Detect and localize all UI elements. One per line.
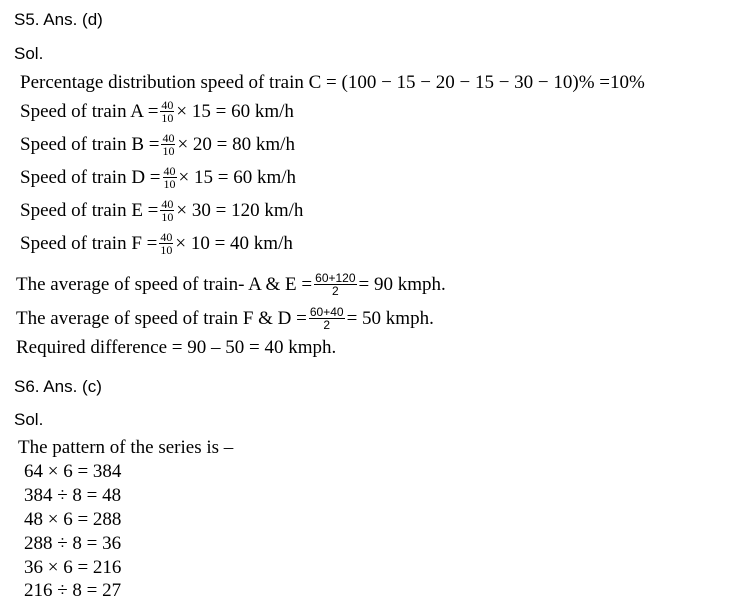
- fraction-numerator: 40: [163, 164, 176, 178]
- speed-line-a: [20, 100, 294, 125]
- speed-line-f: [20, 232, 293, 257]
- fraction-numerator: 60+40: [309, 305, 344, 319]
- fraction: [159, 231, 173, 256]
- s5-train-c-line: Percentage distribution speed of train C = (100 − 15 − 20 − 15 − 30 − 10)% =10%: [20, 72, 645, 93]
- fraction: [161, 132, 175, 157]
- fraction: [314, 272, 356, 297]
- fraction-numerator: 40: [160, 230, 173, 244]
- speed-line-e: [20, 199, 303, 224]
- pattern-intro: The pattern of the series is –: [18, 437, 234, 458]
- speed-result: × 20 = 80 km/h: [177, 133, 295, 155]
- series-step: 48 × 6 = 288: [24, 509, 122, 530]
- fraction-denominator: 10: [161, 210, 174, 224]
- average-label: The average of speed of train- A & E =: [16, 273, 313, 295]
- average-ae-line: [16, 273, 446, 298]
- speed-result: × 15 = 60 km/h: [176, 100, 294, 122]
- average-result: = 90 kmph.: [358, 273, 446, 295]
- speed-line-d: [20, 166, 296, 191]
- fraction-denominator: 10: [163, 177, 176, 191]
- speed-result: × 30 = 120 km/h: [176, 199, 304, 221]
- average-label: The average of speed of train F & D =: [16, 307, 307, 329]
- series-step: 384 ÷ 8 = 48: [24, 485, 122, 506]
- speed-label: Speed of train F =: [20, 232, 158, 254]
- fraction: [160, 198, 174, 223]
- fraction-denominator: 2: [314, 284, 356, 297]
- fraction-numerator: 60+120: [315, 271, 356, 285]
- s6-sol-label: Sol.: [14, 410, 44, 429]
- fraction-numerator: 40: [161, 197, 174, 211]
- fraction-denominator: 10: [162, 144, 175, 158]
- s6-heading: S6. Ans. (c): [14, 377, 102, 396]
- series-step: 36 × 6 = 216: [24, 557, 122, 578]
- speed-result: × 10 = 40 km/h: [175, 232, 293, 254]
- series-step: 216 ÷ 8 = 27: [24, 580, 122, 601]
- average-result: = 50 kmph.: [346, 307, 434, 329]
- required-difference: Required difference = 90 – 50 = 40 kmph.: [16, 337, 337, 358]
- s5-sol-label: Sol.: [14, 44, 44, 63]
- fraction: [163, 165, 177, 190]
- s5-heading: S5. Ans. (d): [14, 10, 103, 29]
- fraction-denominator: 10: [160, 243, 173, 257]
- fraction-denominator: 2: [309, 318, 345, 331]
- fraction: [309, 306, 345, 331]
- fraction-numerator: 40: [161, 98, 174, 112]
- fraction-denominator: 10: [161, 111, 174, 125]
- speed-label: Speed of train B =: [20, 133, 160, 155]
- speed-label: Speed of train D =: [20, 166, 161, 188]
- speed-line-b: [20, 133, 295, 158]
- fraction: [160, 99, 174, 124]
- series-step: 64 × 6 = 384: [24, 461, 122, 482]
- series-step: 288 ÷ 8 = 36: [24, 533, 122, 554]
- average-fd-line: [16, 307, 434, 332]
- fraction-numerator: 40: [162, 131, 175, 145]
- speed-label: Speed of train A =: [20, 100, 159, 122]
- speed-label: Speed of train E =: [20, 199, 159, 221]
- speed-result: × 15 = 60 km/h: [178, 166, 297, 188]
